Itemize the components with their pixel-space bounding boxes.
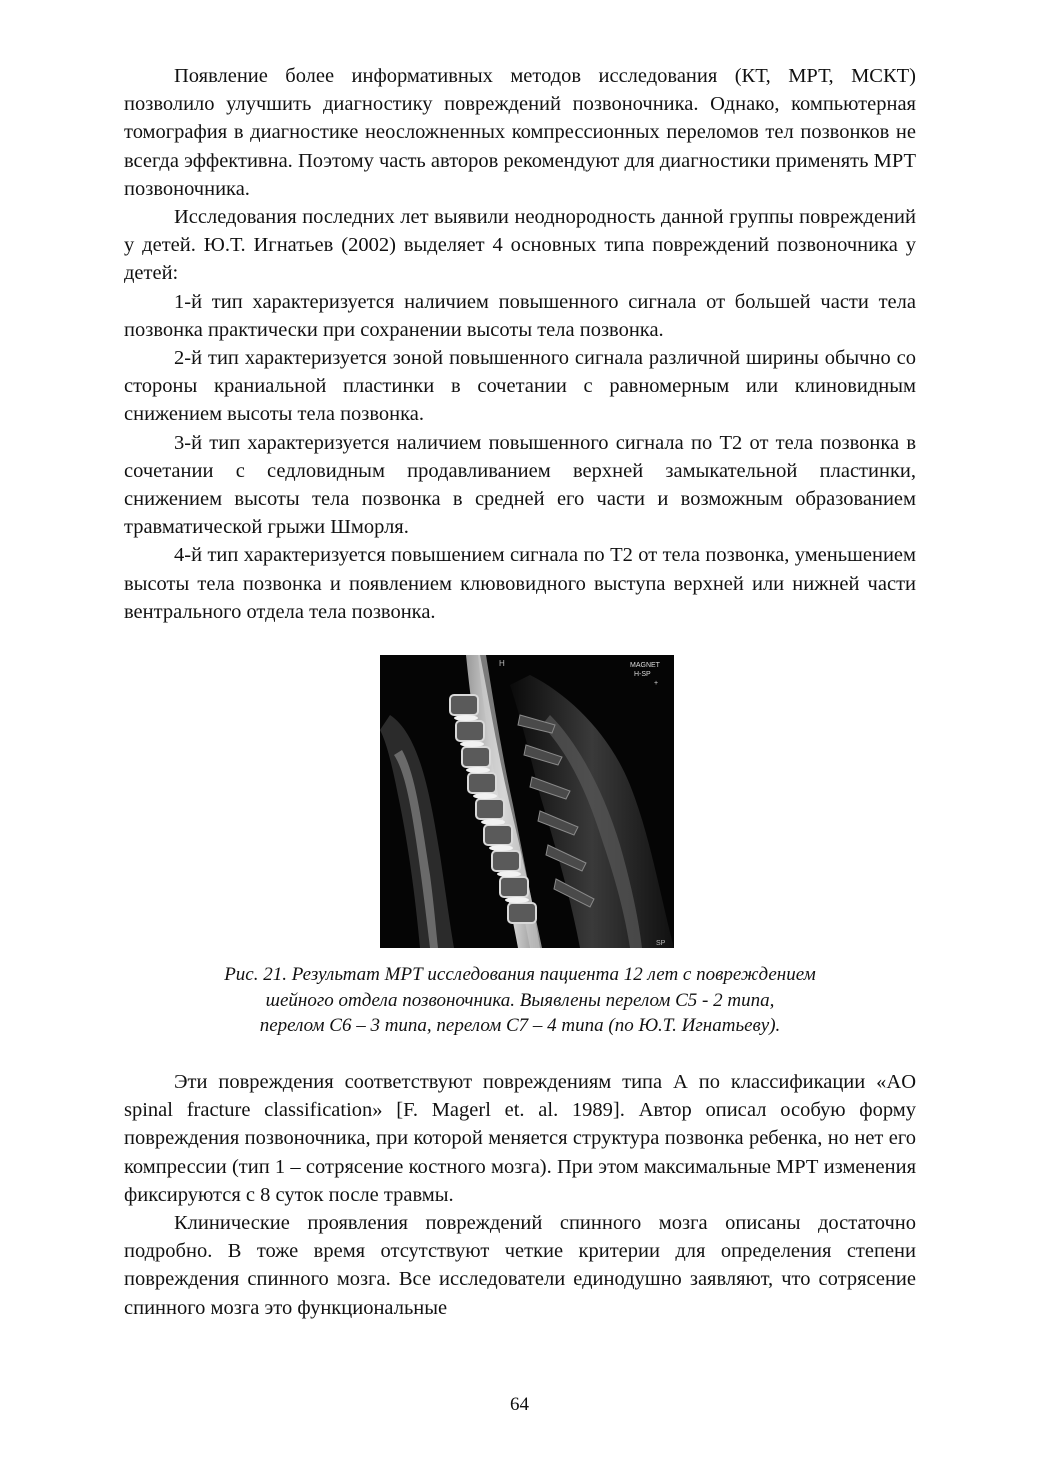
paragraph-diagnostics-intro: Появление более информативных методов исследования (КТ, МРТ, МСКТ) позволило улучшить диагностику повреждений позвоночника. Однако, компьютерная томография в диагностике неосложненных компрессионных переломов тел позвонков не всегда эффективна. Поэтому часть авторов рекомендуют для диагностики применять МРТ позвоночника.	[124, 65, 916, 200]
page-number: 64	[510, 1394, 529, 1415]
paragraph-type-4: 4-й тип характеризуется повышением сигнала по Т2 от тела позвонка, уменьшением высоты тела позвонка и появлением клювовидного выступа верхней или нижней части вентрального отдела тела позвонка.	[124, 544, 916, 623]
mri-top-marker: H	[499, 659, 505, 668]
paragraph-type-1: 1-й тип характеризуется наличием повышенного сигнала от большей части тела позвонка практически при сохранении высоты тела позвонка.	[124, 290, 916, 341]
lower-text-block	[124, 1068, 916, 1322]
mri-overlay-bottom: SP	[656, 940, 666, 947]
mri-overlay-magnet: MAGNET	[630, 662, 660, 669]
caption-line-1: Рис. 21. Результат МРТ исследования пациента 12 лет с повреждением	[224, 964, 816, 985]
paragraph-spinal-cord-injury: Клинические проявления повреждений спинного мозга описаны достаточно подробно. В тоже время отсутствуют четкие критерии для определения степени повреждения спинного мозга. Все исследователи единодушно заявляют, что сотрясение спинного мозга это функциональные	[124, 1212, 916, 1319]
paragraph-ao-classification: Эти повреждения соответствуют повреждениям типа А по классификации «AO spinal fracture classification» [F. Magerl et. al. 1989]. Автор описал особую форму повреждения позвоночника, при которой меняется структура позвонка ребенка, но нет его компрессии (тип 1 – сотрясение костного мозга). При этом максимальные МРТ изменения фиксируются с 8 суток после травмы.	[124, 1071, 916, 1206]
caption-line-2: шейного отдела позвоночника. Выявлены перелом С5 - 2 типа,	[265, 989, 775, 1011]
caption-line-3: перелом С6 – 3 типа, перелом С7 – 4 типа (по Ю.Т. Игнатьеву).	[259, 1015, 781, 1036]
paragraph-type-2: 2-й тип характеризуется зоной повышенного сигнала различной ширины обычно со стороны краниальной пластинки в сочетании с равномерным или клиновидным снижением высоты тела позвонка.	[124, 347, 916, 426]
mri-figure	[380, 655, 674, 948]
mri-overlay-plus: +	[654, 680, 659, 687]
paragraph-type-3: 3-й тип характеризуется наличием повышенного сигнала по Т2 от тела позвонка в сочетании с седловидным продавливанием верхней замыкательной пластинки, снижением высоты тела позвонка в средней его части и возможным образованием травматической грыжи Шморля.	[124, 431, 916, 539]
mri-image	[380, 655, 674, 948]
upper-text-block	[124, 62, 916, 626]
figure-caption	[124, 962, 916, 1039]
paragraph-injury-types-intro: Исследования последних лет выявили неоднородность данной группы повреждений у детей. Ю.Т. Игнатьев (2002) выделяет 4 основных типа повреждений позвоночника у детей:	[124, 206, 916, 285]
mri-overlay-hsp: H-SP	[634, 671, 651, 678]
